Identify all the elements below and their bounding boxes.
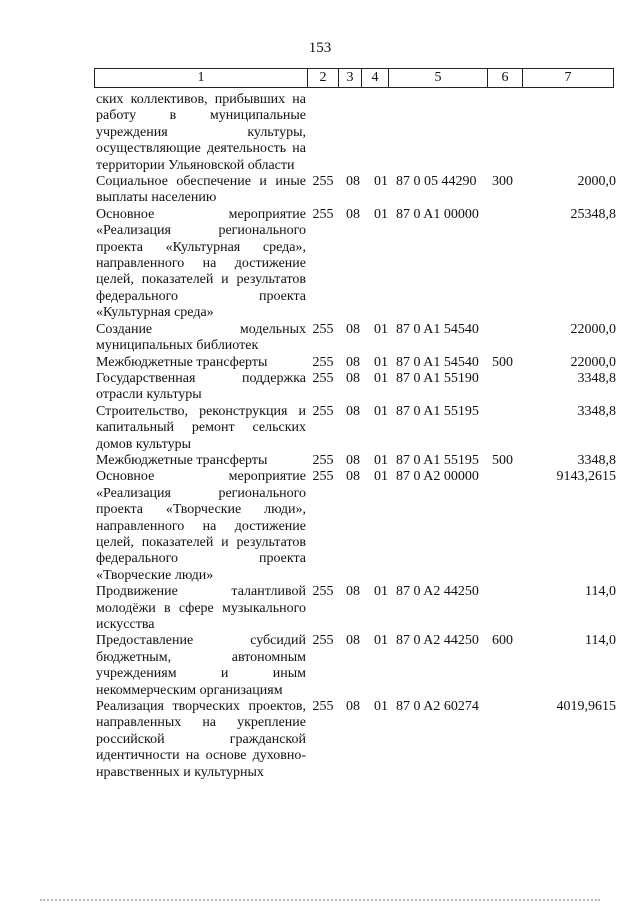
cell-c5: 87 0 A1 55195 (396, 452, 479, 468)
cell-c6: 500 (492, 354, 513, 370)
header-col-6: 6 (488, 69, 523, 88)
cell-c5: 87 0 A2 44250 (396, 584, 479, 600)
cell-c5: 87 0 A1 55195 (396, 403, 479, 419)
cell-c5: 87 0 A1 54540 (396, 354, 479, 370)
cell-name: Продвижение талантливой молодёжи в сфере музыкального искусства (96, 584, 306, 632)
cell-c4 (366, 92, 396, 174)
table-row (96, 174, 616, 207)
cell-name: Строительство, реконструкция и капитальный ремонт сельских домов культуры (96, 403, 306, 452)
cell-c6: 600 (492, 633, 513, 649)
cell-c4: 01 (374, 633, 388, 649)
scan-edge (40, 893, 600, 901)
cell-c6 (492, 92, 522, 174)
cell-c3: 08 (346, 403, 360, 419)
cell-c2: 255 (312, 370, 334, 386)
cell-c3: 08 (346, 452, 360, 468)
cell-c5: 87 0 A1 00000 (396, 206, 479, 222)
cell-c3 (340, 92, 366, 174)
header-col-1: 1 (95, 69, 308, 88)
cell-c4: 01 (374, 354, 388, 370)
cell-c6 (492, 699, 522, 781)
table-row (96, 207, 616, 322)
page-number: 153 (308, 40, 332, 56)
table-row (96, 322, 616, 355)
cell-c4: 01 (374, 403, 388, 419)
cell-c6 (492, 371, 522, 404)
cell-name: Социальное обеспечение и иные выплаты населению (96, 174, 306, 206)
table-row (96, 92, 616, 174)
cell-c7: 4019,9615 (556, 699, 616, 715)
cell-c2: 255 (312, 633, 334, 649)
table-body (96, 92, 616, 781)
cell-c6 (492, 322, 522, 355)
cell-c7: 9143,2615 (556, 469, 616, 485)
cell-c4: 01 (374, 321, 388, 337)
cell-c4: 01 (374, 174, 388, 190)
cell-c7: 2000,0 (577, 174, 616, 190)
cell-c3: 08 (346, 633, 360, 649)
cell-c6 (492, 207, 522, 322)
cell-c7: 114,0 (585, 584, 616, 600)
cell-c4: 01 (374, 469, 388, 485)
cell-c3: 08 (346, 699, 360, 715)
cell-c6 (492, 469, 522, 584)
header-col-7: 7 (523, 69, 614, 88)
cell-c3: 08 (346, 354, 360, 370)
table-header (94, 68, 614, 88)
cell-c2: 255 (312, 403, 334, 419)
cell-c2: 255 (312, 321, 334, 337)
table-row (96, 371, 616, 404)
table-row (96, 404, 616, 453)
cell-c6: 300 (492, 174, 513, 190)
cell-c6 (492, 584, 522, 633)
cell-c3: 08 (346, 370, 360, 386)
cell-name: Создание модельных муниципальных библиотек (96, 321, 306, 354)
cell-c6: 500 (492, 452, 513, 468)
cell-c7: 114,0 (585, 633, 616, 649)
cell-c6 (492, 404, 522, 453)
table-row (96, 453, 616, 469)
cell-name: Государственная поддержка отрасли культуры (96, 370, 306, 403)
cell-c3: 08 (346, 321, 360, 337)
cell-c4: 01 (374, 584, 388, 600)
cell-c7 (522, 92, 616, 174)
cell-c5: 87 0 A2 00000 (396, 469, 479, 485)
table-row (96, 355, 616, 371)
cell-c2: 255 (312, 452, 334, 468)
cell-c5 (396, 92, 492, 174)
cell-c2: 255 (312, 174, 334, 190)
cell-c4: 01 (374, 452, 388, 468)
cell-c2: 255 (312, 699, 334, 715)
cell-c3: 08 (346, 584, 360, 600)
cell-c7: 3348,8 (577, 370, 616, 386)
cell-c7: 3348,8 (577, 452, 616, 468)
table-row (96, 633, 616, 699)
header-col-4: 4 (362, 69, 389, 88)
cell-name: Реализация творческих проектов, направленных на укрепление российской гражданской идентичности на основе духовно-нравственных и культурных (96, 699, 306, 780)
cell-c3: 08 (346, 206, 360, 222)
cell-c5: 87 0 A1 55190 (396, 370, 479, 386)
cell-c4: 01 (374, 370, 388, 386)
cell-name: Межбюджетные трансферты (96, 452, 268, 468)
cell-c7: 25348,8 (570, 206, 616, 222)
cell-c7: 22000,0 (570, 354, 616, 370)
table-row (96, 469, 616, 584)
cell-c7: 3348,8 (577, 403, 616, 419)
cell-name: Межбюджетные трансферты (96, 354, 268, 370)
cell-c2: 255 (312, 584, 334, 600)
cell-c7: 22000,0 (570, 321, 616, 337)
cell-c5: 87 0 05 44290 (396, 174, 477, 190)
cell-c3: 08 (346, 469, 360, 485)
cell-c5: 87 0 A2 44250 (396, 633, 479, 649)
cell-c4: 01 (374, 699, 388, 715)
cell-name: ских коллективов, прибывших на работу в муниципальные учреждения культуры, осуществляющие деятельность на территории Ульяновской области (96, 92, 306, 173)
cell-name: Основное мероприятие «Реализация регионального проекта «Творческие люди», направленного на достижение целей, показателей и результатов федерального проекта «Творческие люди» (96, 469, 306, 583)
table-row (96, 584, 616, 633)
cell-c5: 87 0 A2 60274 (396, 699, 479, 715)
cell-name: Предоставление субсидий бюджетным, автономным учреждениям и иным некоммерческим организациям (96, 633, 306, 698)
cell-c2: 255 (312, 206, 334, 222)
cell-c2: 255 (312, 354, 334, 370)
header-col-2: 2 (308, 69, 339, 88)
cell-c3: 08 (346, 174, 360, 190)
header-col-5: 5 (389, 69, 488, 88)
cell-name: Основное мероприятие «Реализация регионального проекта «Культурная среда», направленного на достижение целей, показателей и результатов федерального проекта «Культурная среда» (96, 206, 306, 321)
cell-c4: 01 (374, 206, 388, 222)
cell-c5: 87 0 A1 54540 (396, 321, 479, 337)
cell-c2: 255 (312, 469, 334, 485)
cell-c2 (306, 92, 340, 174)
header-col-3: 3 (339, 69, 362, 88)
table-row (96, 699, 616, 781)
